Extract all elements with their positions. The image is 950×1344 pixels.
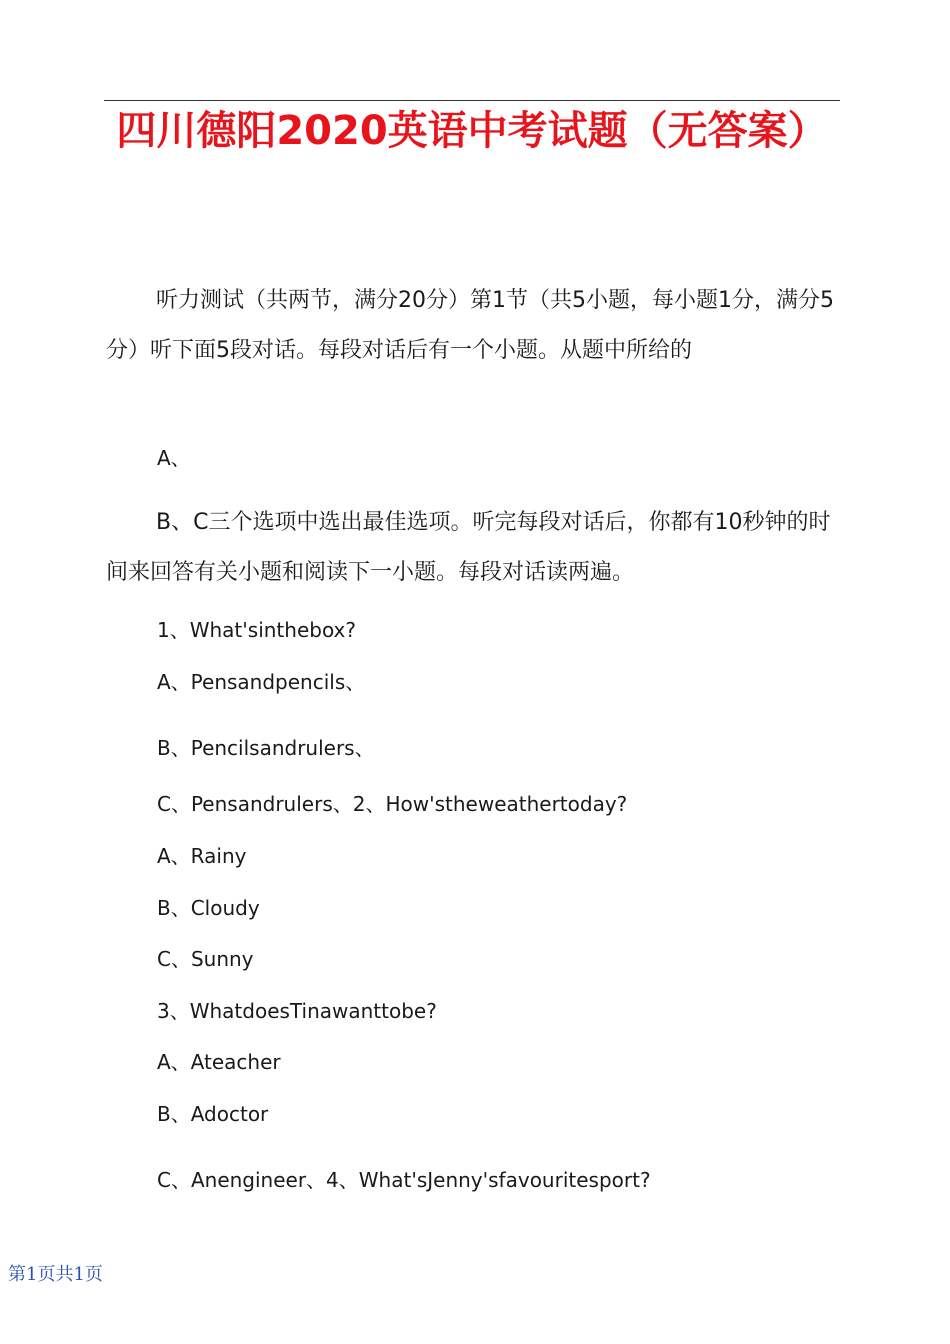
document-title: 四川德阳2020英语中考试题（无答案） bbox=[116, 108, 828, 154]
instruction-paragraph: B、C三个选项中选出最佳选项。听完每段对话后，你都有10秒钟的时间来回答有关小题和阅读下一小题。每段对话读两遍。 bbox=[106, 510, 831, 585]
option-line: A、 bbox=[157, 446, 191, 470]
q3-option-b: B、Adoctor bbox=[157, 1102, 269, 1126]
question-3: 3、WhatdoesTinawanttobe? bbox=[157, 999, 437, 1023]
q1-option-a: A、Pensandpencils、 bbox=[157, 670, 366, 694]
q2-option-a: A、Rainy bbox=[157, 844, 247, 868]
q3-option-c-question-4: C、Anengineer、4、What'sJenny'sfavouritesport? bbox=[157, 1168, 651, 1192]
q2-option-c: C、Sunny bbox=[157, 947, 254, 971]
q1-option-b: B、Pencilsandrulers、 bbox=[157, 736, 375, 760]
q3-option-a: A、Ateacher bbox=[157, 1050, 281, 1074]
question-1: 1、What'sinthebox? bbox=[157, 618, 357, 642]
page-number: 第1页共1页 bbox=[8, 1264, 103, 1285]
q2-option-b: B、Cloudy bbox=[157, 896, 260, 920]
q1-option-c-question-2: C、Pensandrulers、2、How'stheweathertoday? bbox=[157, 792, 628, 816]
intro-paragraph: 听力测试（共两节，满分20分）第1节（共5小题，每小题1分，满分5分）听下面5段对话。每段对话后有一个小题。从题中所给的 bbox=[106, 288, 834, 363]
header-rule bbox=[104, 100, 840, 101]
